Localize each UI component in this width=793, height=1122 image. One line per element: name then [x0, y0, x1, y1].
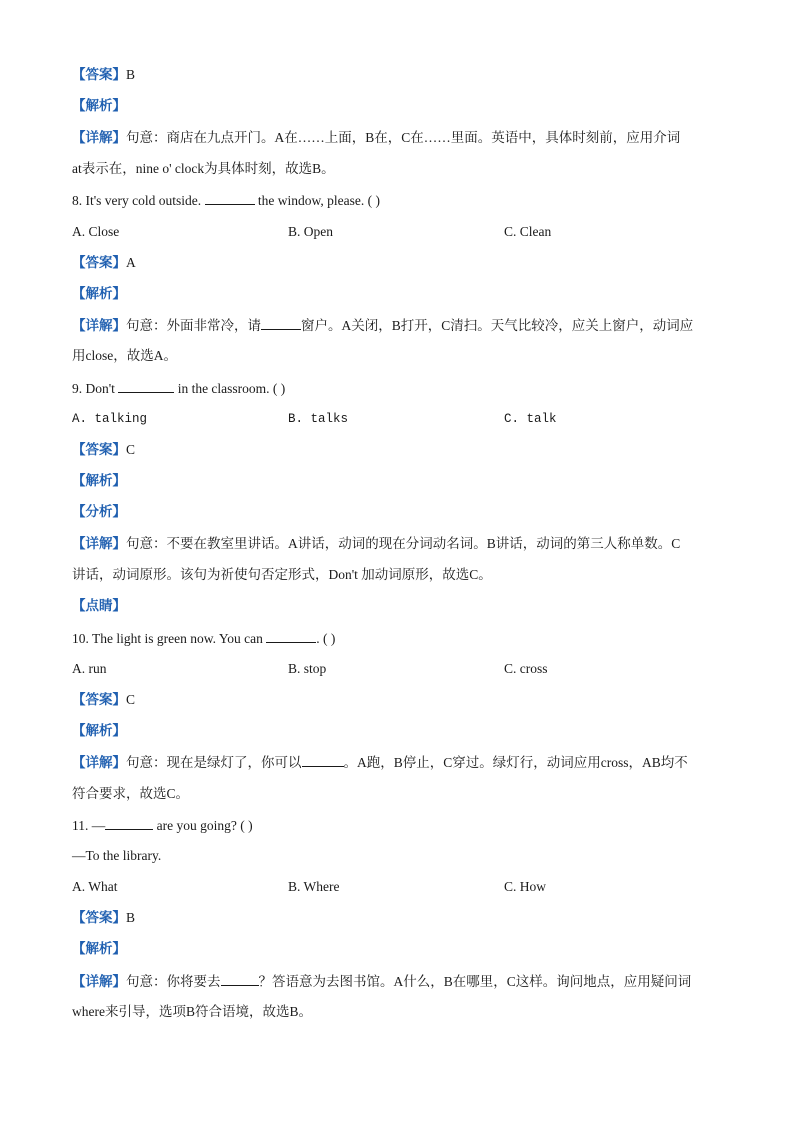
option-b: B. stop [288, 661, 327, 676]
fenxi-heading: 【分析】 [72, 504, 126, 519]
detail-paragraph-cont: where来引导，选项B符合语境，故选B。 [72, 1004, 312, 1019]
detail-paragraph: 【详解】句意：商店在九点开门。A在……上面，B在，C在……里面。英语中，具体时刻前，应用介词 [72, 130, 681, 145]
option-b: B. Where [288, 879, 340, 894]
answer-blank [118, 378, 174, 393]
answer-line [72, 65, 135, 85]
answer-line: 【答案】A [72, 255, 136, 270]
answer-line: 【答案】B [72, 910, 136, 925]
answer-blank [302, 752, 344, 767]
question-stem: 10. The light is green now. You can . ( ) [72, 628, 335, 649]
detail-paragraph: 【详解】句意：你将要去 ？答语意为去图书馆。A什么，B在哪里，C这样。询问地点，应用疑问词 [72, 971, 691, 992]
analysis-heading: 【解析】 [72, 98, 126, 113]
question-reply: —To the library. [72, 848, 162, 863]
answer-line: 【答案】C [72, 692, 136, 707]
answer-blank [205, 190, 255, 205]
detail-tag: 【详解】 [72, 130, 126, 145]
analysis-heading: 【解析】 [72, 286, 126, 301]
detail-paragraph-cont: 讲话，动词原形。该句为祈使句否定形式，Don't 加动词原形，故选C。 [72, 567, 492, 582]
answer-line: 【答案】C [72, 442, 136, 457]
option-b: B. talks [288, 412, 349, 426]
analysis-heading: 【解析】 [72, 473, 126, 488]
dianjing-heading: 【点睛】 [72, 598, 126, 613]
answer-value: C [126, 692, 136, 707]
option-c: C. How [504, 879, 547, 894]
option-c: C. talk [504, 412, 557, 426]
answer-value: A [126, 255, 136, 270]
answer-blank [221, 971, 259, 986]
detail-paragraph-cont: at表示在，nine o' clock为具体时刻，故选B。 [72, 161, 335, 176]
question-stem: 8. It's very cold outside. the window, please. ( ) [72, 190, 380, 211]
detail-paragraph-cont: 符合要求，故选C。 [72, 786, 190, 801]
option-c: C. Clean [504, 224, 552, 239]
question-stem: 9. Don't in the classroom. ( ) [72, 378, 285, 399]
answer-value: B [126, 910, 136, 925]
answer-blank [261, 315, 301, 330]
analysis-heading: 【解析】 [72, 941, 126, 956]
detail-paragraph: 【详解】句意：现在是绿灯了，你可以 。A跑，B停止，C穿过。绿灯行，动词应用cross，AB均不 [72, 752, 688, 773]
option-a: A. What [72, 879, 118, 894]
detail-paragraph-cont: 用close，故选A。 [72, 348, 177, 363]
option-b: B. Open [288, 224, 333, 239]
option-a: A. talking [72, 412, 148, 426]
detail-paragraph: 【详解】句意：外面非常冷，请 窗户。A关闭，B打开，C清扫。天气比较冷，应关上窗户，动词应 [72, 315, 693, 336]
option-a: A. Close [72, 224, 120, 239]
answer-value: C [126, 442, 136, 457]
answer-blank [266, 628, 316, 643]
answer-blank [105, 815, 153, 830]
answer-value: B [126, 67, 136, 82]
detail-paragraph: 【详解】句意：不要在教室里讲话。A讲话，动词的现在分词动名词。B讲话，动词的第三人称单数。C [72, 536, 681, 551]
analysis-heading: 【解析】 [72, 723, 126, 738]
answer-tag: 【答案】 [72, 67, 126, 82]
option-a: A. run [72, 661, 107, 676]
option-c: C. cross [504, 661, 548, 676]
question-stem: 11. — are you going? ( ) [72, 815, 253, 836]
